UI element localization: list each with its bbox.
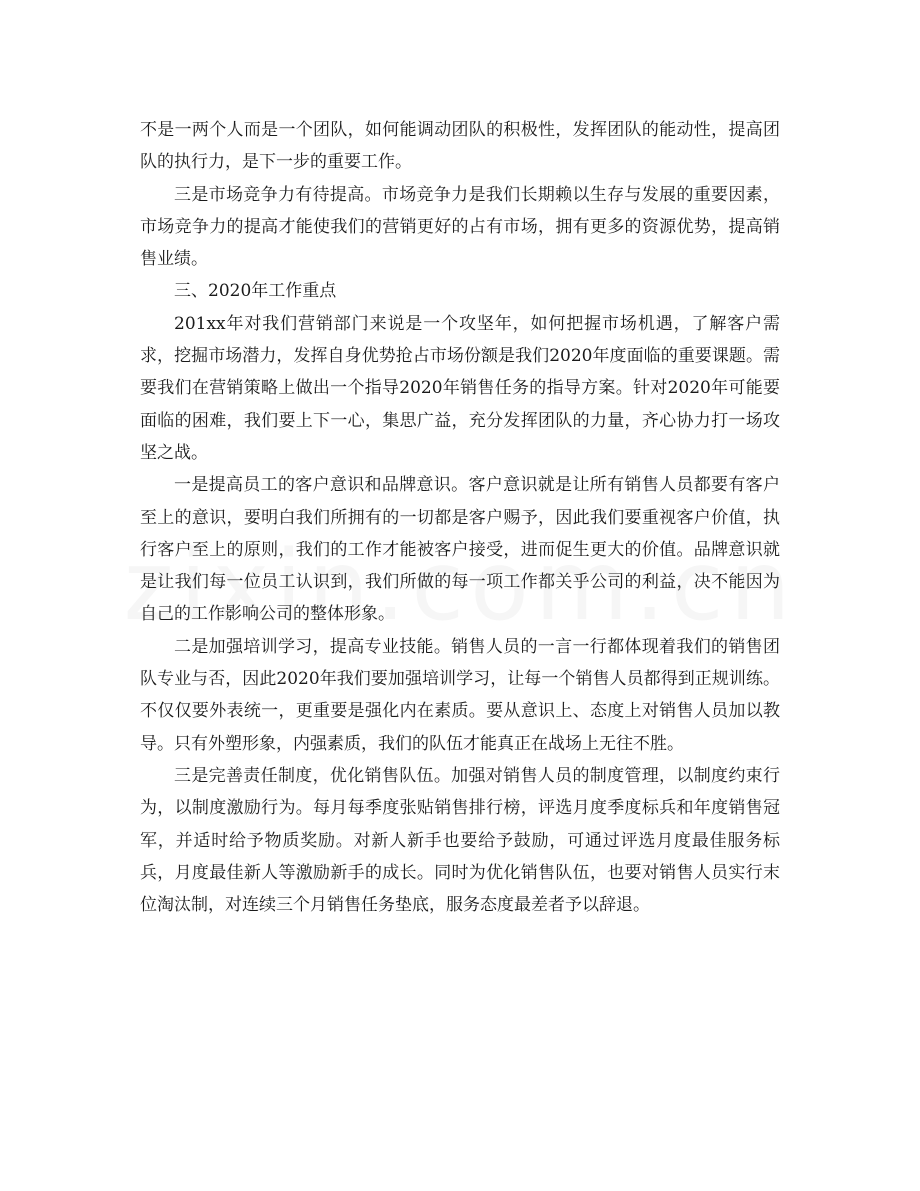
paragraph-year-overview: 201xx年对我们营销部门来说是一个攻坚年，如何把握市场机遇，了解客户需求，挖掘市场潜力，发挥自身优势抢占市场份额是我们2020年度面临的重要课题。需要我们在营销策略上做出一个指导2020年销售任务的指导方案。针对2020年可能要面临的困难，我们要上下一心，集思广益，充分发挥团队的力量，齐心协力打一场攻坚之战。 — [140, 313, 780, 463]
paragraph-training: 二是加强培训学习，提高专业技能。销售人员的一言一行都体现着我们的销售团队专业与否，因此2020年我们要加强培训学习，让每一个销售人员都得到正规训练。不仅仅要外表统一，更重要是强化内在素质。要从意识上、态度上对销售人员加以教导。只有外塑形象，内强素质，我们的队伍才能真正在战场上无往不胜。 — [140, 636, 780, 754]
paragraph-responsibility-system: 三是完善责任制度，优化销售队伍。加强对销售人员的制度管理，以制度约束行为，以制度激励行为。每月每季度张贴销售排行榜，评选月度季度标兵和年度销售冠军，并适时给予物质奖励。对新人新手也要给予鼓励，可通过评选月度最佳服务标兵，月度最佳新人等激励新手的成长。同时为优化销售队伍，也要对销售人员实行末位淘汰制，对连续三个月销售任务垫底，服务态度最差者予以辞退。 — [140, 765, 780, 916]
document-body — [140, 114, 780, 921]
paragraph-customer-brand-awareness: 一是提高员工的客户意识和品牌意识。客户意识就是让所有销售人员都要有客户至上的意识，要明白我们所拥有的一切都是客户赐予，因此我们要重视客户价值，执行客户至上的原则，我们的工作才能被客户接受，进而促生更大的价值。品牌意识就是让我们每一位员工认识到，我们所做的每一项工作都关乎公司的利益，决不能因为自己的工作影响公司的整体形象。 — [140, 475, 780, 625]
section-heading-work-focus: 三、2020年工作重点 — [174, 281, 337, 302]
paragraph-market-competitiveness: 三是市场竞争力有待提高。市场竞争力是我们长期赖以生存与发展的重要因素，市场竞争力的提高才能使我们的营销更好的占有市场，拥有更多的资源优势，提高销售业绩。 — [140, 184, 780, 270]
paragraph-continuation: 不是一两个人而是一个团队，如何能调动团队的积极性，发挥团队的能动性，提高团队的执行力，是下一步的重要工作。 — [140, 120, 780, 173]
